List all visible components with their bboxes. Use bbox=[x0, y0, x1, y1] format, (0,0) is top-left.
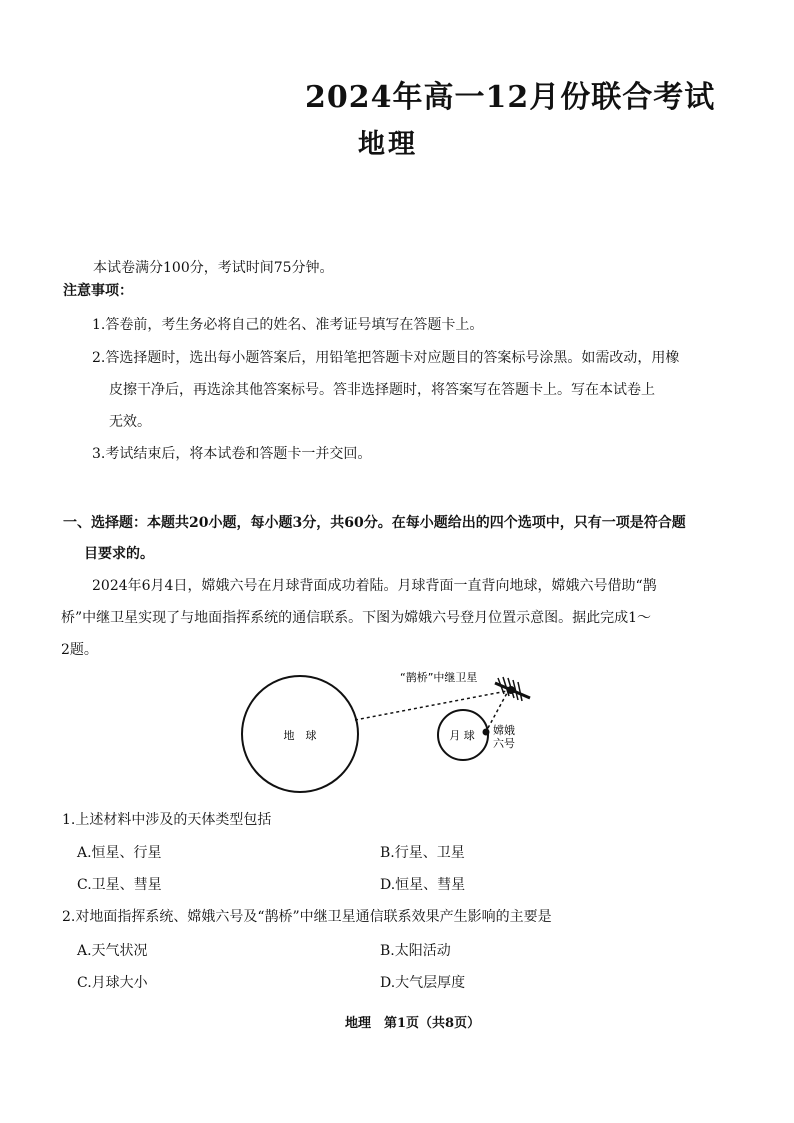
section-heading: 一、选择题：本题共20小题，每小题3分，共60分。在每小题给出的四个选项中，只有一项是符合题 bbox=[63, 515, 686, 531]
change6-probe-dot bbox=[483, 729, 490, 736]
option-d: D.大气层厚度 bbox=[380, 975, 466, 991]
option-c: C.卫星、彗星 bbox=[77, 877, 162, 893]
diagram-svg bbox=[235, 660, 545, 795]
probe-label-line1: 嫦娥 bbox=[493, 724, 515, 737]
satellite-label: “鹊桥”中继卫星 bbox=[400, 671, 478, 684]
intro-text: 本试卷满分100分，考试时间75分钟。 bbox=[93, 260, 334, 276]
earth-satellite-link bbox=[355, 691, 507, 720]
moon-landing-diagram bbox=[235, 660, 545, 795]
page-footer: 地理 第1页（共8页） bbox=[345, 1016, 481, 1031]
notice-item: 无效。 bbox=[109, 414, 151, 430]
option-c: C.月球大小 bbox=[77, 975, 148, 991]
notice-heading: 注意事项： bbox=[63, 283, 133, 299]
notice-item: 皮擦干净后，再选涂其他答案标号。答非选择题时，将答案写在答题卡上。写在本试卷上 bbox=[109, 382, 655, 398]
probe-label-line2: 六号 bbox=[493, 737, 515, 750]
option-b: B.太阳活动 bbox=[380, 943, 451, 959]
earth-label: 地 球 bbox=[283, 729, 317, 742]
option-b: B.行星、卫星 bbox=[380, 845, 465, 861]
question-stem: 1.上述材料中涉及的天体类型包括 bbox=[62, 812, 272, 828]
passage-line: 2题。 bbox=[61, 642, 98, 658]
satellite-icon bbox=[495, 677, 530, 701]
notice-item: 2.答选择题时，选出每小题答案后，用铅笔把答题卡对应题目的答案标号涂黑。如需改动，用橡 bbox=[92, 350, 680, 366]
section-heading-cont: 目要求的。 bbox=[84, 546, 154, 562]
satellite-probe-link bbox=[488, 693, 507, 728]
notice-item: 3.考试结束后，将本试卷和答题卡一并交回。 bbox=[92, 446, 372, 462]
exam-title: 2024年高一12月份联合考试 bbox=[305, 80, 716, 115]
subject-title: 地理 bbox=[358, 129, 418, 160]
option-d: D.恒星、彗星 bbox=[380, 877, 466, 893]
option-a: A.恒星、行星 bbox=[77, 845, 162, 861]
question-stem: 2.对地面指挥系统、嫦娥六号及“鹊桥”中继卫星通信联系效果产生影响的主要是 bbox=[62, 909, 552, 925]
passage-line: 2024年6月4日，嫦娥六号在月球背面成功着陆。月球背面一直背向地球，嫦娥六号借助“鹊 bbox=[92, 578, 657, 594]
moon-label: 月 球 bbox=[449, 729, 475, 742]
notice-item: 1.答卷前，考生务必将自己的姓名、准考证号填写在答题卡上。 bbox=[92, 317, 484, 333]
passage-line: 桥”中继卫星实现了与地面指挥系统的通信联系。下图为嫦娥六号登月位置示意图。据此完成1～ bbox=[61, 610, 652, 626]
option-a: A.天气状况 bbox=[77, 943, 148, 959]
